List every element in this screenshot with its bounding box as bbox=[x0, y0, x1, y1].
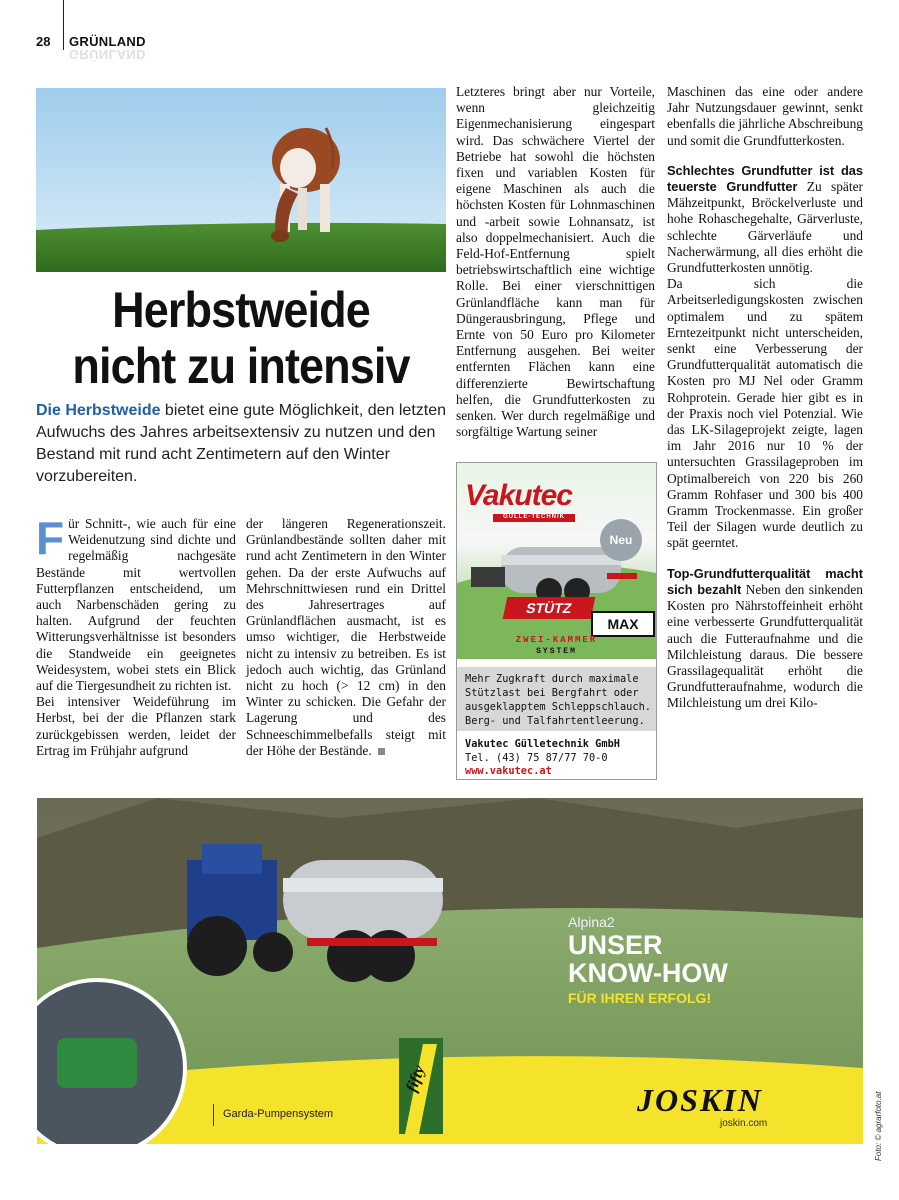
new-badge: Neu bbox=[600, 519, 642, 561]
headline-line2: nicht zu intensiv bbox=[72, 338, 410, 394]
subheading-2: Top-Grundfutterqualität macht sich bezahlt bbox=[667, 565, 863, 597]
joskin-slogan-2: KNOW-HOW bbox=[568, 958, 728, 988]
vakutec-company: Vakutec Gülletechnik GmbH bbox=[465, 738, 620, 750]
cow-photo bbox=[36, 88, 446, 272]
joskin-slogan-3: FÜR IHREN ERFOLG! bbox=[568, 990, 712, 1006]
joskin-slogan-1: UNSER bbox=[568, 930, 663, 960]
lead-text: bietet eine gute Möglichkeit, den letzten Aufwuchs des Jahres arbeitsextensiv zu nutzen und den Bestand mit rund acht Zentimetern auf den Winter vorzubereiten. bbox=[36, 402, 446, 485]
article-column-3 bbox=[456, 84, 655, 440]
col1-paragraph-2: Bei intensiver Weideführung im Herbst, bei der die Pflanzen stark zurückgebissen werden, leidet der Ertrag im Frühjahr aufgrund bbox=[36, 694, 236, 758]
subheading-1: Schlechtes Grundfutter ist das teuerste Grundfutter bbox=[667, 162, 863, 195]
col4-paragraph-2: Zu später Mähzeitpunkt, Bröckelverluste und hohe Rohaschegehalte, Gärverluste, schlechte Gärverläufe und Nacherwärmung, all dies erhöht die Grundfutterkosten unnötig. bbox=[667, 179, 863, 276]
section-title-reflection: GRÜNLAND bbox=[69, 47, 146, 62]
stuetz-label: STÜTZ bbox=[503, 597, 596, 619]
lead-keyword: Die Herbstweide bbox=[36, 402, 161, 419]
col2-paragraph-1: der längeren Regenerationszeit. Grünlandbestände sollten daher mit rund acht Zentimetern in den Winter gehen. Da der erste Aufwuchs auf Mehrschnittwiesen rund ein Drittel des Jahresertrages auf Grünlandflächen ausmacht, ist es umso wichtiger, die Herbstweide nicht zu intensiv zu betreiben. Es ist jedoch auch wichtig, das Grünland nicht zu hoch (> 12 cm) in den Winter zu schicken. Die Gefahr der Lagerung und des Schneeschimmelbefalls steigt mit der Höhe der Bestände. bbox=[246, 516, 446, 758]
joskin-logo: JOSKIN bbox=[637, 1082, 763, 1118]
vakutec-advertisement[interactable] bbox=[456, 462, 657, 780]
article-column-4 bbox=[667, 84, 863, 712]
vakutec-logo: Vakutec bbox=[465, 479, 572, 512]
vakutec-description: Mehr Zugkraft durch maximale Stützlast bei Bergfahrt oder ausgeklapptem Schleppschlauch. Berg- und Talfahrtentleerung. bbox=[465, 673, 651, 727]
article-column-2 bbox=[246, 516, 446, 759]
section-title: GRÜNLAND bbox=[69, 34, 146, 49]
vakutec-logo-sub: GÜLLE-TECHNIK bbox=[493, 514, 575, 522]
zweikammer-label: ZWEI-KAMMER bbox=[515, 635, 598, 645]
col4-paragraph-4: Neben den sinkenden Kosten pro Nährstoffeinheit erhöht eine verbesserte Grundfutterqualität auch die Futteraufnahme und die Milchleistung daraus. Die bessere Grassilagequalität erhöht die Grundfutteraufnahme, wodurch die Milchleistung um drei Kilo- bbox=[667, 581, 863, 711]
col4-paragraph-3: Da sich die Arbeitserledigungskosten zwischen optimalem und zu spätem Erntezeitpunkt nicht unterscheiden, senkt eine Verbesserung der Grundfutterqualität automatisch die Kosten pro MJ Nel oder Gramm Rohprotein. Gerade hier gibt es in der Praxis noch viel Potenzial. Wie das LK-Silageprojekt zeigte, lagen im Jahr 2016 nur 10 % der untersuchten Grassilageproben im Optimalbereich von 220 bis 260 Gramm Rohfaser und 300 bis 400 Gramm Trockenmasse. Ein großer Teil der Silagen wurde deutlich zu spät geerntet. bbox=[667, 276, 863, 551]
headline bbox=[57, 282, 426, 394]
header-divider bbox=[63, 0, 64, 50]
joskin-website-link[interactable]: joskin.com bbox=[720, 1118, 768, 1129]
lead-paragraph bbox=[36, 400, 448, 488]
max-label: MAX bbox=[591, 611, 655, 637]
fifty-logo: fifty bbox=[403, 1063, 429, 1095]
page-number: 28 bbox=[36, 34, 51, 49]
joskin-model: Alpina2 bbox=[568, 914, 615, 930]
end-mark-icon bbox=[378, 748, 385, 755]
headline-line1: Herbstweide bbox=[112, 282, 370, 338]
col3-paragraph-1: Letzteres bringt aber nur Vorteile, wenn gleichzeitig Eigenmechanisierung eingespart wird. Das schwächere Viertel der Betriebe hat sowohl die höchsten fixen und variablen Kosten für eigene Maschinen als auch die höchsten Kosten für Lohnmaschinen und -arbeit sowie Lohnansatz, ist also doppelmechanisiert. Auch die Feld-Hof-Entfernung spielt betriebswirtschaftlich eine wichtige Rolle. Bei einer vierschnittigen Grünlandfläche kann man für Düngerausbringung, Pflege und Ernte von 50 Euro pro Kilometer Entfernung ausgehen. Bei weiter entfernten Flächen kann eine differenzierte Bewirtschaftung helfen, die Grundfutterkosten zu senken. Wer durch regelmäßige und sorgfältige Wartung seiner bbox=[456, 84, 655, 440]
col1-paragraph-1: ür Schnitt-, wie auch für eine Weidenutzung sind dichte und regelmäßig nachgesäte Bestände mit wertvollen Futterpflanzen entscheidend, um auch Narbenschäden gering zu halten. Aufgrund der feuchten Witterungsverhältnisse ist besonders die Standweide ein geeignetes Weidesystem, wobei stets ein Blick auf die Tiergesundheit zu richten ist. bbox=[36, 516, 236, 694]
article-column-1 bbox=[36, 512, 236, 759]
pump-system-label: Garda-Pumpensystem bbox=[223, 1108, 334, 1120]
drop-cap: F bbox=[36, 512, 65, 564]
system-label: SYSTEM bbox=[536, 647, 577, 656]
joskin-advertisement[interactable] bbox=[37, 798, 863, 1144]
vakutec-phone: Tel. (43) 75 87/77 70-0 bbox=[465, 752, 608, 764]
col4-paragraph-1: Maschinen das eine oder andere Jahr Nutzungsdauer gewinnt, senkt ebenfalls die jährliche Abschreibung und somit die Grundfutterkosten. bbox=[667, 84, 863, 148]
pump-label-divider bbox=[213, 1104, 214, 1126]
vakutec-website-link[interactable]: www.vakutec.at bbox=[465, 765, 552, 777]
photo-credit: Foto: © agrarfoto.at bbox=[874, 1091, 883, 1161]
photo-credit-container bbox=[868, 1060, 888, 1165]
